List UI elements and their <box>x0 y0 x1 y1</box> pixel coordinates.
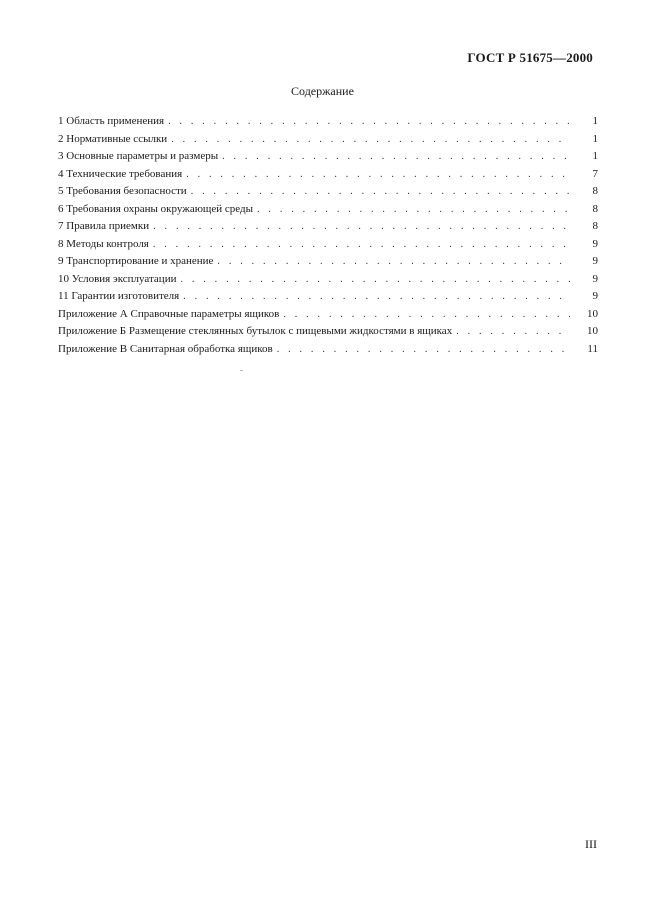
toc-entry <box>58 201 598 219</box>
toc-leader-dots <box>222 148 570 165</box>
toc-entry-page: 9 <box>592 255 598 267</box>
toc-entry <box>58 236 598 254</box>
toc-entry-page: 1 <box>592 115 598 127</box>
toc-leader-dots <box>186 166 570 183</box>
toc-leader-dots <box>283 306 570 323</box>
toc-entry <box>58 341 598 359</box>
toc-title: Содержание <box>291 84 354 98</box>
toc-leader-dots <box>257 201 570 218</box>
toc-entry <box>58 306 598 324</box>
toc-entry-page: 1 <box>592 132 598 145</box>
toc-entry-page: 10 <box>587 325 598 337</box>
toc-entry-label: Приложение В Санитарная обработка ящиков <box>58 341 277 358</box>
toc-entry <box>58 323 598 341</box>
toc-entry-page: 8 <box>592 202 598 215</box>
toc-entry <box>58 183 598 201</box>
toc-entry-label: 8 Методы контроля <box>58 236 153 253</box>
toc-leader-dots <box>277 341 570 358</box>
toc-leader-dots <box>171 131 570 148</box>
toc-entry-label: 10 Условия эксплуатации <box>58 271 180 288</box>
toc-entry <box>58 148 598 166</box>
document-code: ГОСТ Р 51675—2000 <box>467 50 593 65</box>
toc-entry <box>58 218 598 236</box>
table-of-contents <box>58 113 598 358</box>
toc-entry-label: 2 Нормативные ссылки <box>58 131 171 148</box>
toc-leader-dots <box>153 236 570 253</box>
toc-entry <box>58 113 598 131</box>
toc-entry <box>58 131 598 149</box>
toc-entry <box>58 271 598 289</box>
toc-entry-label: 9 Транспортирование и хранение <box>58 253 217 270</box>
toc-entry-page: 9 <box>592 237 598 250</box>
toc-leader-dots <box>180 271 570 288</box>
toc-entry <box>58 166 598 184</box>
toc-entry-label: 11 Гарантии изготовителя <box>58 288 183 305</box>
toc-leader-dots <box>456 323 570 340</box>
toc-entry-page: 8 <box>592 220 598 232</box>
toc-leader-dots <box>217 253 570 270</box>
toc-entry <box>58 253 598 271</box>
toc-entry-label: 3 Основные параметры и размеры <box>58 148 222 165</box>
toc-entry-label: 6 Требования охраны окружающей среды <box>58 201 257 218</box>
scan-speck <box>240 370 243 371</box>
toc-entry <box>58 288 598 306</box>
toc-entry-label: 7 Правила приемки <box>58 218 153 235</box>
toc-entry-page: 9 <box>592 272 598 285</box>
toc-entry-page: 1 <box>592 150 598 162</box>
toc-entry-page: 11 <box>587 342 598 355</box>
toc-entry-page: 9 <box>592 290 598 302</box>
toc-entry-label: 5 Требования безопасности <box>58 183 191 200</box>
toc-entry-label: 1 Область применения <box>58 113 168 130</box>
toc-entry-label: 4 Технические требования <box>58 166 186 183</box>
toc-leader-dots <box>168 113 570 130</box>
toc-entry-page: 7 <box>592 167 598 180</box>
toc-entry-label: Приложение А Справочные параметры ящиков <box>58 306 283 323</box>
toc-leader-dots <box>183 288 570 305</box>
toc-entry-page: 8 <box>592 185 598 197</box>
toc-leader-dots <box>153 218 570 235</box>
toc-entry-page: 10 <box>587 307 598 320</box>
toc-leader-dots <box>191 183 570 200</box>
page-number: III <box>585 837 597 851</box>
toc-entry-label: Приложение Б Размещение стеклянных бутылок с пищевыми жидкостями в ящиках <box>58 323 456 340</box>
